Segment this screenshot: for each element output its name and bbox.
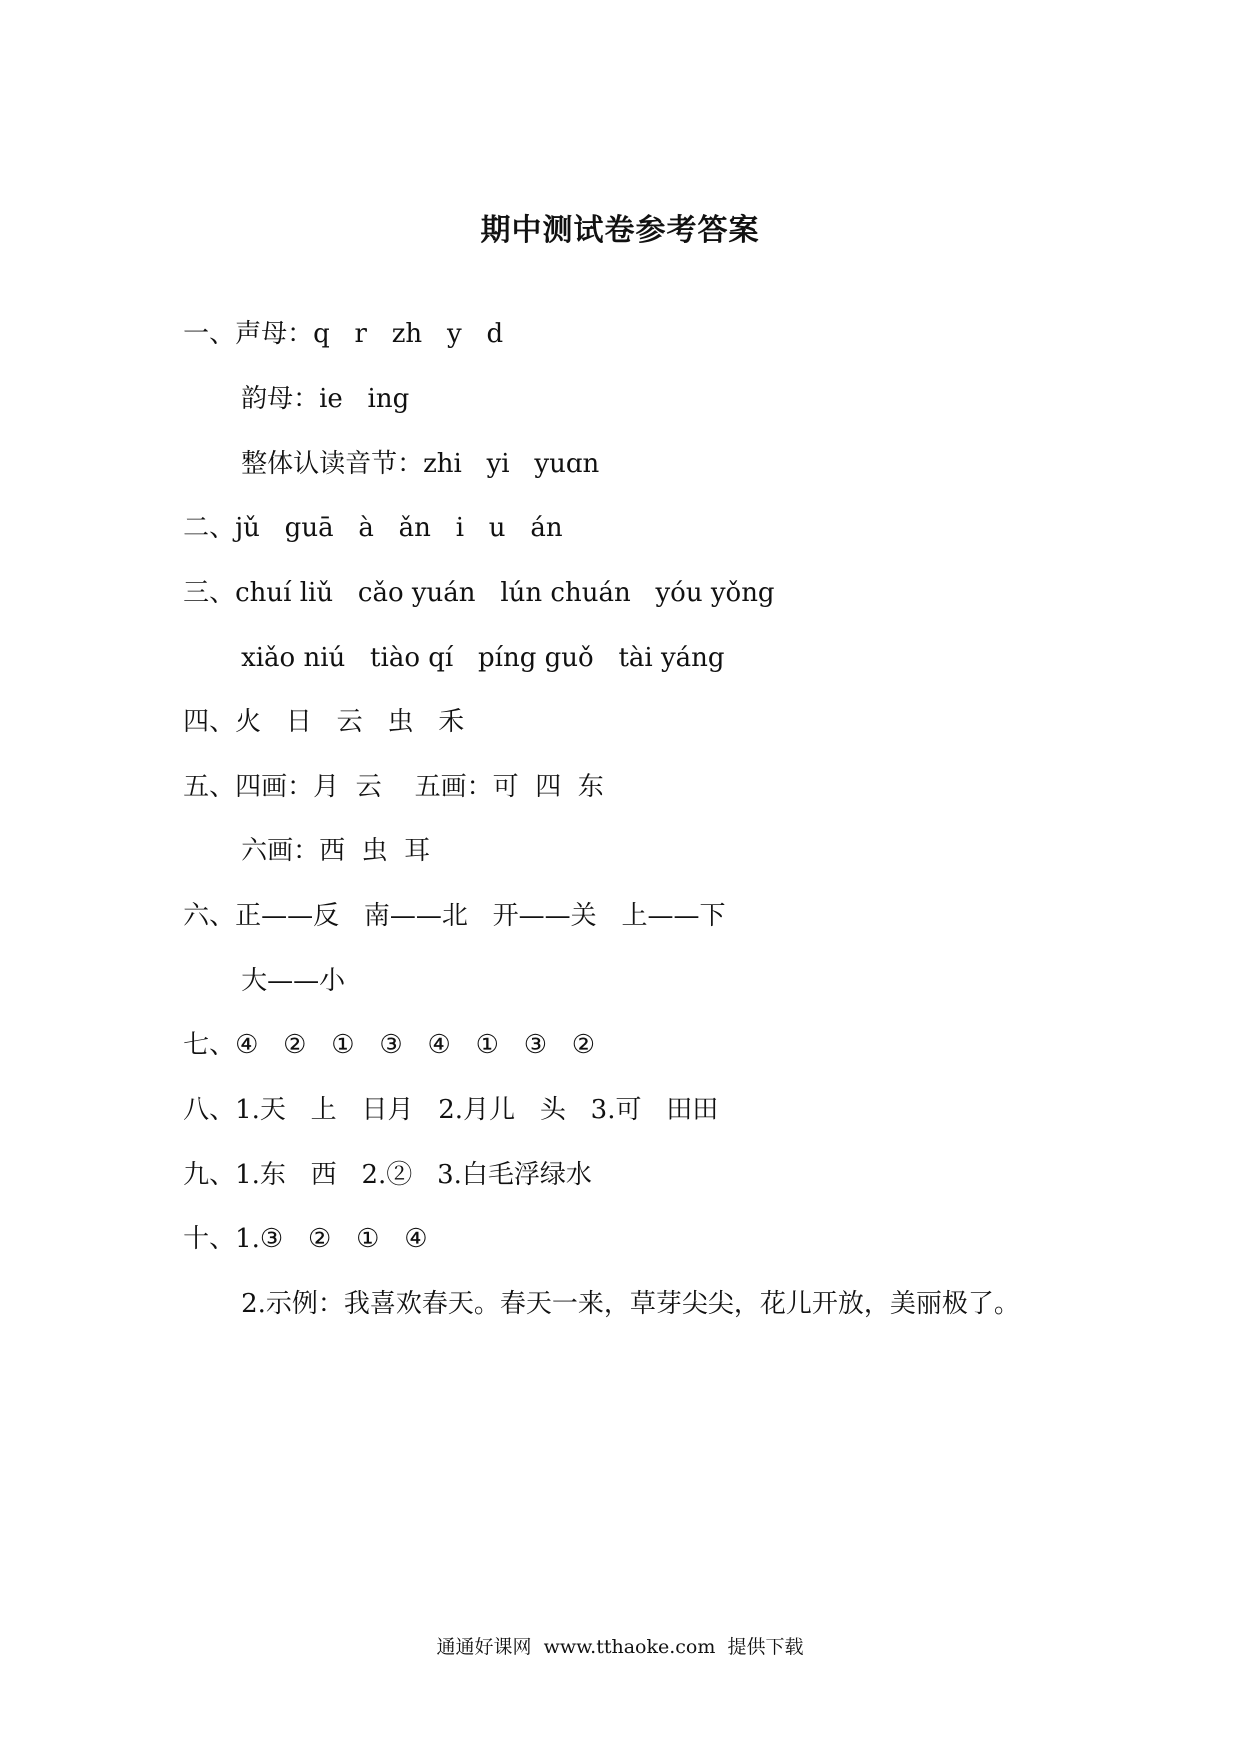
section-number: 五、 — [183, 772, 236, 802]
answer-line-11 — [208, 921, 346, 996]
answer-text: 火 日 云 虫 禾 — [235, 707, 465, 737]
answer-line-1 — [150, 274, 504, 349]
answer-text: 正——反 南——北 开——关 上——下 — [235, 901, 726, 931]
answer-line-7 — [150, 662, 465, 737]
answer-text: 六画：西 虫 耳 — [241, 836, 431, 866]
answer-text: 1.③ ② ① ④ — [235, 1224, 428, 1254]
footer-credit: 通通好课网 www.tthaoke.com 提供下载 — [436, 1636, 804, 1658]
answer-line-2 — [208, 339, 410, 414]
section-number: 八、 — [183, 1095, 236, 1125]
answer-line-16 — [208, 1244, 1020, 1319]
section-number: 四、 — [183, 707, 236, 737]
section-number: 七、 — [183, 1030, 236, 1060]
answer-text: 1.天 上 日月 2.月儿 头 3.可 田田 — [235, 1095, 719, 1125]
answer-line-4 — [150, 468, 563, 543]
section-number: 十、 — [183, 1224, 236, 1254]
answer-line-13 — [150, 1050, 719, 1125]
page-title: 期中测试卷参考答案 — [480, 213, 760, 248]
section-number: 一、 — [183, 319, 236, 349]
answer-line-15 — [150, 1179, 428, 1254]
answer-line-9 — [208, 791, 431, 866]
section-number: 六、 — [183, 901, 236, 931]
answer-text: jǔ guā à ǎn i u án — [235, 513, 563, 543]
answer-text: xiǎo niú tiào qí píng guǒ tài yáng — [241, 643, 725, 673]
answer-line-12 — [150, 985, 596, 1060]
answer-line-14 — [150, 1115, 592, 1190]
answer-text: chuí liǔ cǎo yuán lún chuán yóu yǒng — [235, 578, 775, 608]
section-number: 二、 — [183, 513, 236, 543]
answer-text: 大——小 — [241, 966, 346, 996]
answer-line-10 — [150, 856, 726, 931]
answer-text: 声母：q r zh y d — [235, 319, 504, 349]
answer-text: 整体认读音节：zhi yi yuɑn — [241, 449, 600, 479]
answer-text: 2.示例：我喜欢春天。春天一来，草芽尖尖，花儿开放，美丽极了。 — [241, 1289, 1020, 1319]
answer-line-3 — [208, 404, 600, 479]
answer-line-5 — [150, 533, 775, 608]
section-number: 三、 — [183, 578, 236, 608]
section-number: 九、 — [183, 1160, 236, 1190]
answer-text: 1.东 西 2.② 3.白毛浮绿水 — [235, 1160, 592, 1190]
answer-line-6 — [208, 598, 725, 673]
answer-text: 四画：月 云 五画：可 四 东 — [235, 772, 604, 802]
answer-text: 韵母：ie ing — [241, 384, 410, 414]
answer-line-8 — [150, 727, 604, 802]
answer-text: ④ ② ① ③ ④ ① ③ ② — [235, 1030, 596, 1060]
